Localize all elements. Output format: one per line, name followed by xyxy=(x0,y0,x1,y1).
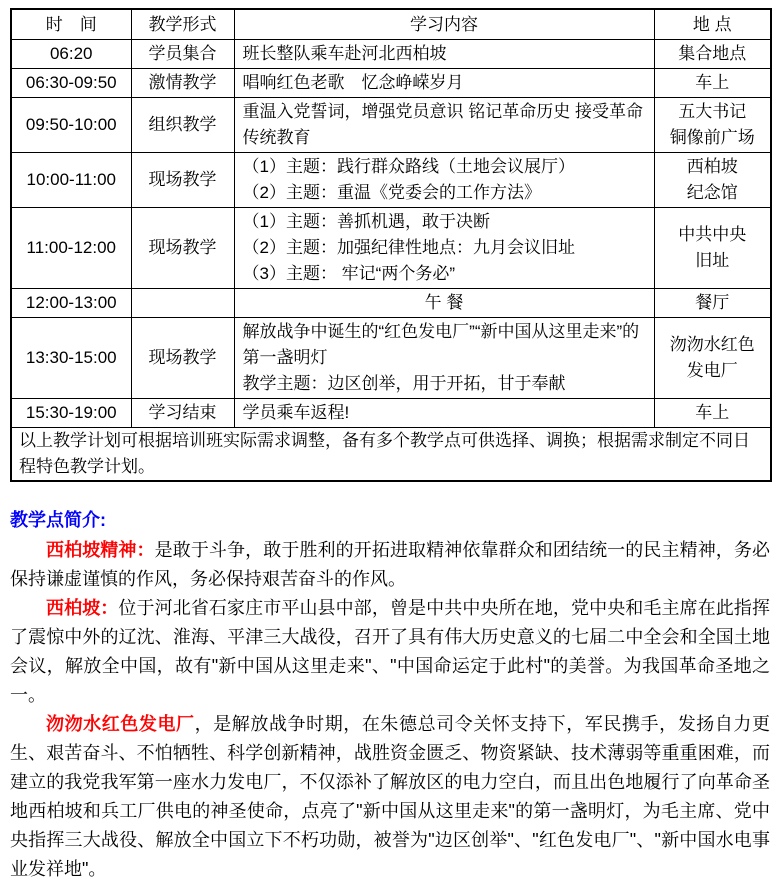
location-line: 旧址 xyxy=(695,251,730,270)
cell-content xyxy=(234,153,654,208)
content-line: 教学主题：边区创举，用于开拓，甘于奉献 xyxy=(242,374,566,393)
cell-format: 现场教学 xyxy=(131,318,234,399)
cell-format: 组织教学 xyxy=(131,98,234,153)
term-xibaipo-spirit: 西柏坡精神： xyxy=(46,540,155,560)
schedule-table-body xyxy=(11,40,771,428)
column-header-time: 时 间 xyxy=(11,9,131,40)
cell-content xyxy=(234,69,654,98)
table-row xyxy=(11,399,771,428)
cell-format: 激情教学 xyxy=(131,69,234,98)
schedule-table xyxy=(10,8,772,482)
table-row xyxy=(11,318,771,399)
table-header-row xyxy=(11,9,771,40)
location-line: 中共中央 xyxy=(678,225,747,244)
cell-time: 09:50-10:00 xyxy=(11,98,131,153)
location-line: 五大书记 xyxy=(678,102,747,121)
table-footer-note: 以上教学计划可根据培训班实际需求调整，备有多个教学点可供选择、调换；根据需求制定不同日程特色教学计划。 xyxy=(11,428,771,482)
cell-location xyxy=(654,318,771,399)
cell-content xyxy=(234,208,654,289)
table-row xyxy=(11,40,771,69)
cell-location xyxy=(654,153,771,208)
intro-heading: 教学点简介: xyxy=(10,510,106,530)
cell-time: 11:00-12:00 xyxy=(11,208,131,289)
location-line: 车上 xyxy=(695,403,730,422)
table-footer-row xyxy=(11,428,771,482)
cell-time: 10:00-11:00 xyxy=(11,153,131,208)
cell-content xyxy=(234,318,654,399)
location-line: 沕沕水红色 xyxy=(669,335,755,354)
cell-format: 现场教学 xyxy=(131,153,234,208)
cell-location xyxy=(654,69,771,98)
table-row xyxy=(11,153,771,208)
column-header-location: 地 点 xyxy=(654,9,771,40)
location-line: 餐厅 xyxy=(695,293,730,312)
cell-format xyxy=(131,289,234,318)
cell-time: 06:30-09:50 xyxy=(11,69,131,98)
content-line: （3）主题： 牢记“两个务必” xyxy=(242,264,455,283)
column-header-content: 学习内容 xyxy=(234,9,654,40)
cell-time: 12:00-13:00 xyxy=(11,289,131,318)
cell-content xyxy=(234,289,654,318)
cell-content xyxy=(234,399,654,428)
cell-content xyxy=(234,98,654,153)
cell-location xyxy=(654,98,771,153)
cell-location xyxy=(654,399,771,428)
location-line: 集合地点 xyxy=(678,44,747,63)
intro-paragraph-wuwushui-plant xyxy=(10,710,770,884)
cell-time: 06:20 xyxy=(11,40,131,69)
table-row xyxy=(11,98,771,153)
location-line: 车上 xyxy=(695,73,730,92)
cell-time: 15:30-19:00 xyxy=(11,399,131,428)
paragraph-text: 位于河北省石家庄市平山县中部，曾是中共中央所在地，党中央和毛主席在此指挥了震惊中外的辽沈、淮海、平津三大战役，召开了具有伟大历史意义的七届二中全会和全国土地会议，解放全中国，故有"新中国从这里走来"、"中国命运定于此村"的美誉。为我国革命圣地之一。 xyxy=(10,598,771,705)
intro-section xyxy=(10,506,770,884)
intro-paragraph-xibaipo xyxy=(10,594,770,710)
table-row xyxy=(11,289,771,318)
intro-paragraph-xibaipo-spirit xyxy=(10,536,770,594)
content-line: 班长整队乘车赴河北西柏坡 xyxy=(242,44,447,63)
content-line: 解放战争中诞生的“红色发电厂”“新中国从这里走来”的第一盏明灯 xyxy=(242,322,640,367)
location-line: 发电厂 xyxy=(686,361,738,380)
cell-format: 学习结束 xyxy=(131,399,234,428)
paragraph-text: 是敢于斗争，敢于胜利的开拓进取精神依靠群众和团结统一的民主精神，务必保持谦虚谨慎的作风，务必保持艰苦奋斗的作风。 xyxy=(10,540,771,589)
content-line: 重温入党誓词，增强党员意识 铭记革命历史 接受革命传统教育 xyxy=(242,102,643,147)
content-line: 唱响红色老歌 忆念峥嵘岁月 xyxy=(242,73,464,92)
content-line: 午 餐 xyxy=(424,293,464,312)
cell-location xyxy=(654,40,771,69)
content-line: （1）主题：践行群众路线（土地会议展厅） xyxy=(242,157,575,176)
location-line: 铜像前广场 xyxy=(669,128,755,147)
term-wuwushui-plant: 沕沕水红色发电厂 xyxy=(46,714,195,734)
column-header-format: 教学形式 xyxy=(131,9,234,40)
content-line: （2）主题：加强纪律性地点：九月会议旧址 xyxy=(242,238,575,257)
cell-location xyxy=(654,208,771,289)
table-row xyxy=(11,69,771,98)
content-line: （2）主题：重温《党委会的工作方法》 xyxy=(242,183,541,202)
term-xibaipo: 西柏坡： xyxy=(46,598,119,618)
paragraph-text: ，是解放战争时期，在朱德总司令关怀支持下，军民携手，发扬自力更生、艰苦奋斗、不怕牺牲、科学创新精神，战胜资金匮乏、物资紧缺、技术薄弱等重重困难，而建立的我党我军第一座水力发电厂，不仅添补了解放区的电力空白，而且出色地履行了向革命圣地西柏坡和兵工厂供电的神圣使命，点亮了"新中国从这里走来"的第一盏明灯，为毛主席、党中央指挥三大战役、解放全中国立下不朽功勋，被誉为"边区创举"、"红色发电厂"、"新中国水电事业发祥地"。 xyxy=(10,714,771,879)
cell-content xyxy=(234,40,654,69)
content-line: （1）主题：善抓机遇，敢于决断 xyxy=(242,212,490,231)
content-line: 学员乘车返程! xyxy=(242,403,350,422)
table-row xyxy=(11,208,771,289)
location-line: 纪念馆 xyxy=(686,183,738,202)
location-line: 西柏坡 xyxy=(686,157,738,176)
cell-time: 13:30-15:00 xyxy=(11,318,131,399)
cell-location xyxy=(654,289,771,318)
cell-format: 现场教学 xyxy=(131,208,234,289)
cell-format: 学员集合 xyxy=(131,40,234,69)
